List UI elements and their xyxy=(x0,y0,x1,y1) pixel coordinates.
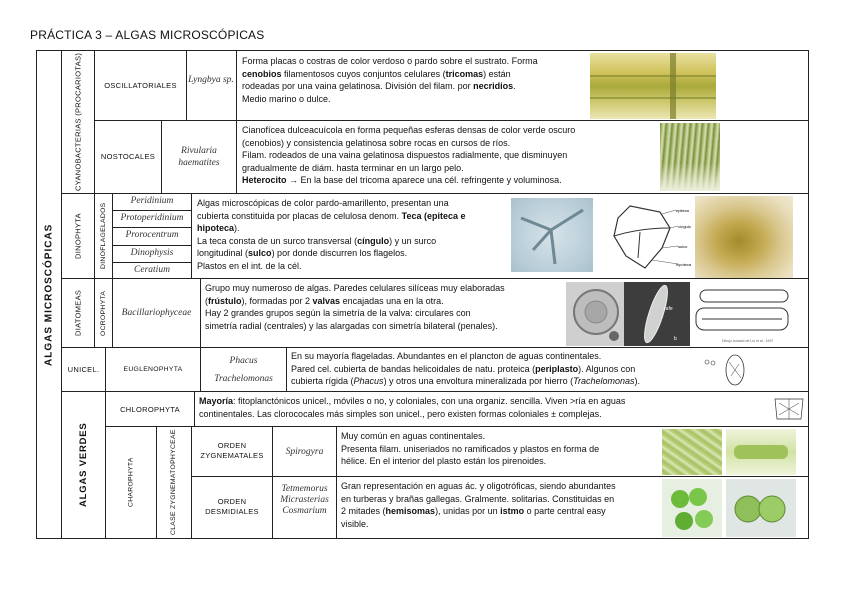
text-line xyxy=(291,363,691,376)
text-segment: 2 mitades ( xyxy=(341,506,386,517)
text-segment: . xyxy=(513,81,516,92)
text-segment: ). Algunos con xyxy=(578,363,636,374)
text-segment: Mayoría xyxy=(199,396,234,406)
chloro-label: CHLOROPHYTA xyxy=(120,405,180,414)
text-segment: ) por donde discurren los flagelos. xyxy=(271,248,408,259)
text-segment: (cenobios) y consistencia gelatinosa sobre rocas en cursos de ríos. xyxy=(242,137,511,148)
dino-species-item: Ceratium xyxy=(134,264,170,275)
text-line xyxy=(199,408,759,421)
text-line xyxy=(291,350,691,363)
text-segment: hélice. En el interior del plasto están los pirenoides. xyxy=(341,456,547,467)
dino-species-divider xyxy=(112,245,192,246)
dino-species-item: Protoperidinium xyxy=(120,213,184,224)
text-segment: Phacus xyxy=(353,376,384,387)
label-hipoteca: hipoteca xyxy=(676,262,692,267)
chloro-drawing xyxy=(771,393,807,425)
text-segment: Gran representación en aguas ác. y oligotróficas, siendo abundantes xyxy=(341,481,616,491)
text-segment: periplasto xyxy=(535,363,579,374)
text-line xyxy=(341,505,661,518)
text-line xyxy=(291,375,691,388)
oscill-order-label: OSCILLATORIALES xyxy=(104,81,177,90)
lyngbya-name: Lyngbya sp. xyxy=(188,75,234,85)
label-fig-b: b xyxy=(674,336,677,342)
trachelomonas-name: Trachelomonas xyxy=(214,374,273,384)
text-segment: ). xyxy=(234,223,240,234)
text-segment: Filam. rodeados de una vaina gelatinosa dispuestos radialmente, que disminuyen xyxy=(242,150,568,161)
text-segment: En su mayoría flageladas. Abundantes en el plancton de aguas continentales. xyxy=(291,351,602,361)
ocro-label: OCROPHYTA xyxy=(100,290,107,336)
label-rafe: rafe xyxy=(664,306,673,312)
text-segment: encajadas una en la otra. xyxy=(340,295,444,306)
nosto-order-label: NOSTOCALES xyxy=(100,152,156,161)
text-line xyxy=(242,55,592,68)
dino-species-item: Prorocentrum xyxy=(125,230,179,241)
text-segment: Medio marino o dulce. xyxy=(242,93,331,104)
text-segment: ), unidas por un xyxy=(435,506,501,517)
text-line xyxy=(341,518,661,531)
text-segment: tricomas xyxy=(445,68,484,79)
dino-species-item: Peridinium xyxy=(130,196,174,206)
text-segment: cubierta constituida por placas de celulosa denom. xyxy=(197,210,402,221)
text-line xyxy=(242,162,662,175)
text-segment: epiteca e xyxy=(426,210,466,221)
desmid-photo-2-svg xyxy=(726,479,796,537)
zygn-description xyxy=(341,430,661,468)
text-line xyxy=(197,235,512,248)
zygn-order-label: ORDEN ZYGNEMATALES xyxy=(200,441,264,460)
text-line xyxy=(205,282,565,295)
text-segment: Cianofícea dulceacuícola en forma pequeñas esferas densas de color verde oscuro xyxy=(242,125,576,135)
diatom-drawing-svg xyxy=(692,284,796,346)
text-line xyxy=(199,395,759,408)
text-line xyxy=(242,124,662,137)
text-segment: Plastos en el int. de la cél. xyxy=(197,260,302,271)
label-cingulo: cíngulo xyxy=(678,224,691,229)
diatom-pennate-photo xyxy=(624,282,690,346)
micrasterias-name: Micrasterias xyxy=(280,495,329,505)
lyngbya-photo xyxy=(590,53,716,119)
text-segment: cenobios xyxy=(242,68,282,79)
text-segment: ) están xyxy=(483,68,511,79)
page-title: PRÁCTICA 3 – ALGAS MICROSCÓPICAS xyxy=(30,28,265,42)
text-segment: ), formadas por 2 xyxy=(241,295,313,306)
clase-label: CLASE ZYGNEMATOPHYCEAE xyxy=(170,429,177,536)
eugl-drawing xyxy=(695,350,753,388)
rivularia-photo xyxy=(660,123,720,191)
nosto-description xyxy=(242,124,662,187)
diatom-centric-svg xyxy=(566,282,624,346)
text-segment: frústulo xyxy=(208,295,242,306)
text-line xyxy=(197,260,512,273)
diatom-drawing xyxy=(692,284,796,346)
text-segment: ) y un surco xyxy=(389,235,437,246)
desm-order-label: ORDEN DESMIDIALES xyxy=(205,497,259,516)
text-line xyxy=(242,137,662,150)
text-line xyxy=(205,307,565,320)
text-segment: Forma placas o costras de color verdoso o pardo sobre el sustrato. Forma xyxy=(242,56,538,66)
text-segment: longitudinal ( xyxy=(197,248,249,259)
label-dia-caption: Dibujo tomado de Liu et al., 1997 xyxy=(722,339,774,343)
text-line xyxy=(341,493,661,506)
text-segment: o parte central easy xyxy=(524,506,606,517)
verdes-label: ALGAS VERDES xyxy=(78,422,89,508)
dino-species-divider xyxy=(112,227,192,228)
text-segment: Teca ( xyxy=(401,210,427,221)
diatom-centric-photo xyxy=(566,282,624,346)
text-line xyxy=(242,80,592,93)
spirogyra-photo-1 xyxy=(662,429,722,475)
text-line xyxy=(242,93,592,106)
text-segment: Trachelomonas xyxy=(573,376,635,387)
text-segment: Heterocito → xyxy=(242,175,299,186)
text-line xyxy=(341,443,661,456)
label-epiteca: epiteca xyxy=(676,208,689,213)
rivularia-name: Rivularia haematites xyxy=(178,146,220,168)
text-segment: Hay 2 grandes grupos según la simetría de la valva: circulares con xyxy=(205,308,471,319)
text-segment: hipoteca xyxy=(197,223,235,234)
diatom-pennate-svg xyxy=(624,282,690,346)
eugl-species-cell xyxy=(200,347,287,392)
text-segment: filamentosos cuyos conjuntos celulares ( xyxy=(281,68,446,79)
text-segment: Grupo muy numeroso de algas. Paredes celulares silíceas muy elaboradas xyxy=(205,283,505,293)
text-line xyxy=(341,455,661,468)
text-line xyxy=(197,222,512,235)
text-segment: continentales. Las clorococales más simples son unicel., pero existen formas coloniales ± complejas. xyxy=(199,408,602,419)
text-segment: rodeadas por una vaina gelatinosa. División del filam. por xyxy=(242,81,474,92)
dinoflag-label: DINOFLAGELADOS xyxy=(100,202,107,270)
eugl-drawing-svg xyxy=(695,350,753,388)
main-label: ALGAS MICROSCÓPICAS xyxy=(43,223,55,366)
text-segment: ). xyxy=(634,376,641,387)
desmid-photo-1 xyxy=(662,479,722,537)
eugl-description xyxy=(291,350,691,388)
ceratium-photo xyxy=(695,196,793,278)
euglen-label: EUGLENOPHYTA xyxy=(123,366,183,373)
text-line xyxy=(197,210,512,223)
desmid-photo-1-svg xyxy=(662,479,722,537)
dino-diagram-svg xyxy=(600,198,692,276)
text-segment: cubierta rígida ( xyxy=(291,376,354,387)
spirogyra-photo-2 xyxy=(726,429,796,475)
unicel-label: UNICEL. xyxy=(67,365,100,374)
text-line xyxy=(341,430,661,443)
diatom-label: DIATOMEAS xyxy=(73,289,83,337)
text-segment: Muy común en aguas continentales. xyxy=(341,431,486,441)
text-line xyxy=(242,68,592,81)
tetmemorus-name: Tetmemorus xyxy=(281,484,328,494)
text-segment: En la base del tricoma aparece una cél. refringente y voluminosa. xyxy=(298,175,562,186)
text-segment: hemisomas xyxy=(385,506,436,517)
dino-micro-photo xyxy=(511,198,593,272)
dino-micro-shape xyxy=(511,198,593,272)
dino-description xyxy=(197,197,512,273)
text-line xyxy=(205,295,565,308)
text-segment: necridios xyxy=(473,81,514,92)
text-segment: istmo xyxy=(500,506,525,517)
text-segment: valvas xyxy=(312,295,341,306)
dino-species-divider xyxy=(112,262,192,263)
oscill-description xyxy=(242,55,592,105)
dino-species-item: Dinophysis xyxy=(130,247,174,258)
text-segment: Pared cel. cubierta de bandas helicoidales de natu. proteica ( xyxy=(291,363,536,374)
desm-description xyxy=(341,480,661,530)
dino-label: DINOPHYTA xyxy=(73,213,83,259)
text-line xyxy=(197,247,512,260)
text-segment: sulco xyxy=(248,248,272,259)
desmid-photo-2 xyxy=(726,479,796,537)
text-segment: La teca consta de un surco transversal ( xyxy=(197,235,358,246)
text-segment: Algas microscópicas de color pardo-amarillento, presentan una xyxy=(197,198,449,208)
text-line xyxy=(341,480,661,493)
text-segment: visible. xyxy=(341,518,369,529)
charo-label: CHAROPHYTA xyxy=(127,457,135,508)
text-line xyxy=(197,197,512,210)
text-line xyxy=(205,320,565,333)
text-line xyxy=(242,174,662,187)
chloro-drawing-svg xyxy=(771,393,807,425)
text-segment: : fitoplanctónicos unicel., móviles o no, y coloniales, con una organiz. sencilla. Viven >ría en aguas xyxy=(233,396,626,406)
chloro-description xyxy=(199,395,759,420)
text-segment: ) y otros una envoltura mineralizada por hierro ( xyxy=(383,376,574,387)
label-sulco: sulco xyxy=(678,244,688,249)
cosmarium-name: Cosmarium xyxy=(282,506,327,516)
bacill-name: Bacillariophyceae xyxy=(121,308,192,318)
text-segment: en turberas y brañas gallegas. Gralmente. solitarias. Constituidas en xyxy=(341,493,615,504)
text-line xyxy=(242,149,662,162)
text-segment: cíngulo xyxy=(357,235,390,246)
text-segment: simetría radial (centrales) y las alargadas con simetría bilateral (penales). xyxy=(205,320,498,331)
text-segment: Presenta filam. uniseriados no ramificados y plastos en forma de xyxy=(341,443,600,454)
dino-diagram xyxy=(600,198,692,276)
text-segment: ( xyxy=(205,295,208,306)
phacus-name: Phacus xyxy=(229,356,258,366)
spiro-name: Spirogyra xyxy=(285,447,324,457)
diatom-description xyxy=(205,282,565,332)
cyano-label: CYANOBACTERIAS (PROCARIOTAS) xyxy=(73,52,83,192)
dino-species-divider xyxy=(112,210,192,211)
text-segment: gradualmente de diám. hasta terminar en un largo pelo. xyxy=(242,162,464,173)
